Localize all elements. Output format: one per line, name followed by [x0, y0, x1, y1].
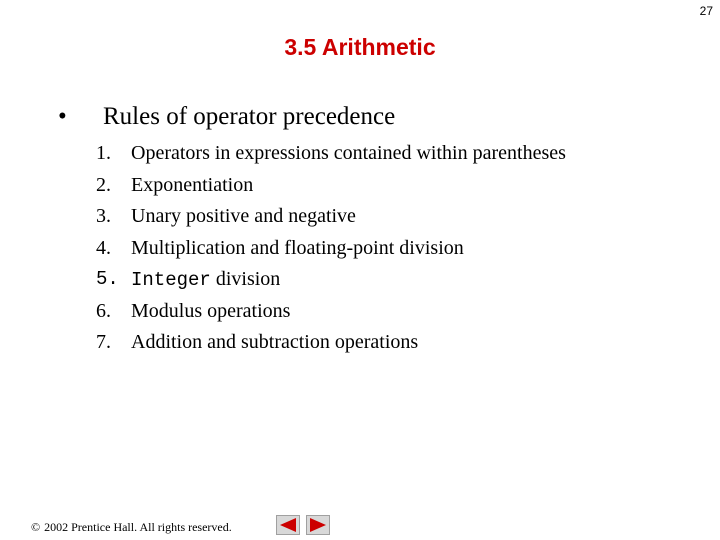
list-item-number: 3.: [96, 205, 111, 227]
list-item: [96, 142, 696, 174]
list-item-number: 2.: [96, 173, 111, 196]
list-item-text: Multiplication and floating-point division: [131, 236, 464, 259]
list-item: [96, 331, 696, 363]
list-item-number: 4.: [96, 236, 111, 259]
list-item-number: 7.: [96, 331, 111, 353]
list-item-text: [131, 268, 280, 291]
bullet-text: Rules of operator precedence: [103, 103, 396, 130]
list-item-number: 1.: [96, 142, 111, 164]
next-slide-button[interactable]: [306, 515, 330, 535]
copyright-icon: ©: [31, 520, 41, 534]
list-item-text: Addition and subtraction operations: [131, 331, 419, 353]
list-item-text: Exponentiation: [131, 173, 254, 196]
list-item-text: Unary positive and negative: [131, 205, 356, 227]
list-item: [96, 174, 696, 206]
bullet-dot: •: [58, 103, 67, 130]
list-item: [96, 300, 696, 332]
precedence-list: [96, 142, 696, 363]
list-item: [96, 205, 696, 237]
list-item-code: Integer: [131, 269, 211, 291]
slide-navigation: [276, 515, 330, 535]
slide-title: 3.5 Arithmetic: [284, 34, 436, 60]
footer-text: 2002 Prentice Hall. All rights reserved.: [44, 520, 232, 534]
list-item: [96, 237, 696, 269]
list-item-number: 5.: [96, 268, 119, 290]
page-number: 27: [699, 4, 713, 18]
list-item-text: Operators in expressions contained within parentheses: [131, 142, 566, 164]
list-item-text: Modulus operations: [131, 299, 291, 322]
list-item-number: 6.: [96, 299, 111, 322]
left-arrow-icon: [279, 518, 297, 532]
footer-copyright: [31, 520, 232, 535]
list-item: [96, 268, 696, 300]
list-item-suffix: division: [210, 268, 281, 290]
previous-slide-button[interactable]: [276, 515, 300, 535]
right-arrow-icon: [309, 518, 327, 532]
